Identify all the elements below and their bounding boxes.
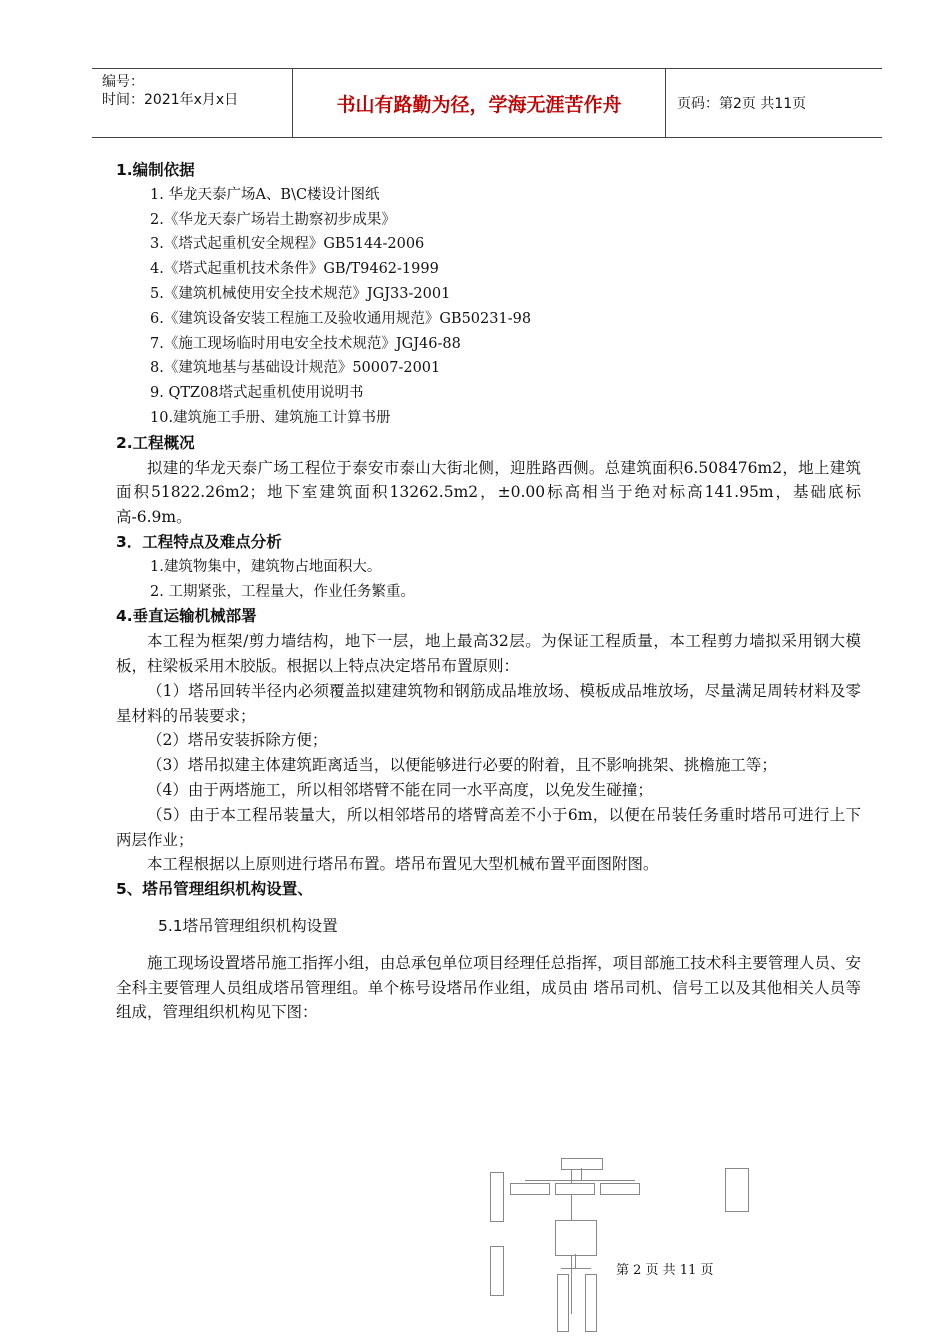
- time-label: 时间：2021年x月x日: [102, 92, 239, 108]
- principle-item: （1）塔吊回转半径内必须覆盖拟建建筑物和钢筋成品堆放场、模板成品堆放场，尽量满足周转材料及零星材料的吊装要求；: [116, 681, 861, 725]
- number-label: 编号：: [102, 74, 144, 90]
- reference-item: 2.《华龙天泰广场岩土勘察初步成果》: [150, 211, 396, 228]
- principle-item: （2）塔吊安装拆除方便；: [147, 731, 328, 750]
- reference-item: 6.《建筑设备安装工程施工及验收通用规范》GB50231-98: [150, 310, 532, 327]
- section-title-4: 4.垂直运输机械部署: [116, 607, 257, 626]
- feature-item: 2. 工期紧张，工程量大，作业任务繁重。: [150, 583, 415, 600]
- reference-item: 7.《施工现场临时用电安全技术规范》JGJ46-88: [150, 335, 461, 352]
- organization-text: 施工现场设置塔吊施工指挥小组，由总承包单位项目经理任总指挥，项目部施工技术科主要管理人员、安全科主要管理人员组成塔吊管理组。单个栋号设塔吊作业组，成员由 塔吊司机、信号工以及其他相关人员等组成，管理组织机构见下图：: [116, 953, 861, 1022]
- page-header: [92, 68, 882, 138]
- header-page-info: 页码：第2页 共11页: [677, 96, 807, 112]
- document-body: [116, 158, 861, 1025]
- principle-item: （4）由于两塔施工，所以相邻塔臂不能在同一水平高度，以免发生碰撞；: [147, 780, 653, 799]
- reference-item: 9. QTZ08塔式起重机使用说明书: [150, 385, 364, 402]
- subsection-title-5-1: 5.1塔吊管理组织机构设置: [158, 916, 338, 935]
- section-title-2: 2.工程概况: [116, 433, 195, 452]
- deployment-conclusion: 本工程根据以上原则进行塔吊布置。塔吊布置见大型机械布置平面图附图。: [147, 855, 659, 874]
- organization-chart-image: [485, 1150, 750, 1344]
- section-title-3: 3．工程特点及难点分析: [116, 532, 282, 551]
- reference-item: 4.《塔式起重机技术条件》GB/T9462-1999: [150, 261, 439, 278]
- page-footer: 第 2 页 共 11 页: [616, 1263, 714, 1278]
- section-title-5: 5、塔吊管理组织机构设置、: [116, 880, 313, 899]
- reference-item: 3.《塔式起重机安全规程》GB5144-2006: [150, 236, 425, 253]
- reference-item: 1. 华龙天泰广场A、B\C楼设计图纸: [150, 186, 380, 203]
- reference-item: 5.《建筑机械使用安全技术规范》JGJ33-2001: [150, 285, 451, 302]
- reference-item: 8.《建筑地基与基础设计规范》50007-2001: [150, 360, 441, 377]
- header-meta: [102, 73, 238, 109]
- project-overview-text: 拟建的华龙天泰广场工程位于泰安市泰山大街北侧，迎胜路西侧。总建筑面积6.508476m2，地上建筑面积51822.26m2；地下室建筑面积13262.5m2，±0.00标高相当于绝对标高141.95m，基础底标高-6.9m。: [116, 458, 861, 527]
- principle-item: （5）由于本工程吊装量大，所以相邻塔吊的塔臂高差不小于6m，以便在吊装任务重时塔吊可进行上下两层作业；: [116, 805, 861, 849]
- feature-item: 1.建筑物集中，建筑物占地面积大。: [150, 558, 382, 575]
- principle-item: （3）塔吊拟建主体建筑距离适当，以便能够进行必要的附着，且不影响挑架、挑檐施工等；: [147, 756, 777, 775]
- deployment-intro: 本工程为框架/剪力墙结构，地下一层，地上最高32层。为保证工程质量，本工程剪力墙拟采用钢大模板，柱梁板采用木胶版。根据以上特点决定塔吊布置原则：: [116, 632, 861, 675]
- reference-item: 10.建筑施工手册、建筑施工计算书册: [150, 409, 391, 426]
- header-motto: 书山有路勤为径，学海无涯苦作舟: [292, 69, 666, 137]
- section-title-1: 1.编制依据: [116, 161, 195, 179]
